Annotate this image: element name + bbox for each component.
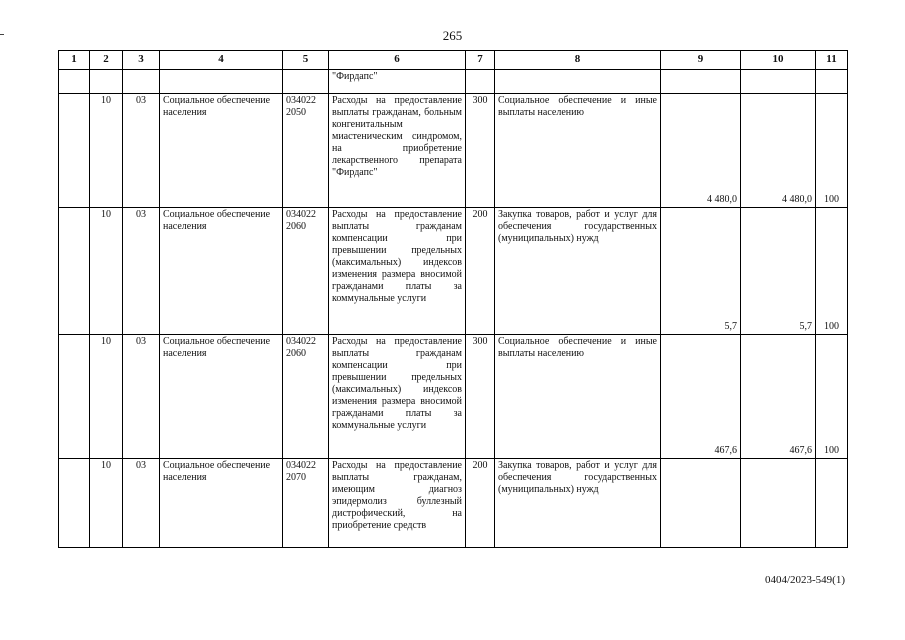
cell-subsection-name: Социальное обеспечение населения: [160, 335, 283, 459]
column-header: 1: [59, 51, 90, 70]
cell-col1: [59, 335, 90, 459]
cell-expense-type-code: [466, 70, 495, 94]
cell-section: 10: [90, 94, 123, 208]
header-row: [59, 51, 848, 70]
cell-subsection-name: [160, 70, 283, 94]
document-code: 0404/2023-549(1): [764, 574, 845, 586]
cell-expense-type-code: 200: [466, 459, 495, 548]
column-header: 8: [495, 51, 661, 70]
column-header: 11: [816, 51, 848, 70]
cell-subsection-name: Социальное обеспечение населения: [160, 208, 283, 335]
cell-section: [90, 70, 123, 94]
cell-target-code: 034022 2070: [283, 459, 329, 548]
cell-expense-type-name: Закупка товаров, работ и услуг для обеспечения государственных (муниципальных) нужд: [495, 459, 661, 548]
cell-expense-type-code: 300: [466, 94, 495, 208]
cell-amount-planned: [661, 459, 741, 548]
cell-section: 10: [90, 208, 123, 335]
page-number: 265: [442, 28, 463, 43]
cell-col1: [59, 459, 90, 548]
cell-amount-planned: 4 480,0: [661, 94, 741, 208]
cell-percent: 100: [816, 94, 848, 208]
cell-percent: [816, 459, 848, 548]
column-header: 4: [160, 51, 283, 70]
cell-amount-actual: 5,7: [741, 208, 816, 335]
cell-amount-actual: [741, 70, 816, 94]
cell-target-code: 034022 2050: [283, 94, 329, 208]
table-row: [59, 459, 848, 548]
cell-amount-planned: 5,7: [661, 208, 741, 335]
table-row: [59, 335, 848, 459]
column-header: 2: [90, 51, 123, 70]
column-header: 3: [123, 51, 160, 70]
cell-expense-type-code: 200: [466, 208, 495, 335]
cell-target-code: [283, 70, 329, 94]
cell-expense-name: Расходы на предоставление выплаты гражданам компенсации при превышении предельных (максимальных) индексов изменения размера вносимой гражданами платы за коммунальные услуги: [329, 208, 466, 335]
cell-section: 10: [90, 459, 123, 548]
table-row: [59, 208, 848, 335]
cell-col1: [59, 94, 90, 208]
cell-subsection-name: Социальное обеспечение населения: [160, 94, 283, 208]
column-header: 9: [661, 51, 741, 70]
cell-amount-actual: 4 480,0: [741, 94, 816, 208]
cell-percent: 100: [816, 335, 848, 459]
column-header: 7: [466, 51, 495, 70]
cell-expense-name: "Фирдапс": [329, 70, 466, 94]
table-row: [59, 70, 848, 94]
column-header: 6: [329, 51, 466, 70]
cell-subsection: [123, 70, 160, 94]
cell-subsection: 03: [123, 335, 160, 459]
cell-col1: [59, 208, 90, 335]
cell-expense-type-code: 300: [466, 335, 495, 459]
cell-percent: [816, 70, 848, 94]
cell-amount-actual: 467,6: [741, 335, 816, 459]
table-row: [59, 94, 848, 208]
cell-amount-planned: 467,6: [661, 335, 741, 459]
cell-expense-name: Расходы на предоставление выплаты гражданам компенсации при превышении предельных (максимальных) индексов изменения размера вносимой гражданами платы за коммунальные услуги: [329, 335, 466, 459]
cell-section: 10: [90, 335, 123, 459]
cell-percent: 100: [816, 208, 848, 335]
cell-subsection: 03: [123, 94, 160, 208]
cell-expense-name: Расходы на предоставление выплаты гражданам, больным конгенитальным миастеническим синдромом, на приобретение лекарственного препарата "Фирдапс": [329, 94, 466, 208]
cell-amount-actual: [741, 459, 816, 548]
cell-expense-type-name: Социальное обеспечение и иные выплаты населению: [495, 94, 661, 208]
column-header: 5: [283, 51, 329, 70]
cell-expense-type-name: [495, 70, 661, 94]
cell-subsection: 03: [123, 208, 160, 335]
cell-expense-type-name: Социальное обеспечение и иные выплаты населению: [495, 335, 661, 459]
cell-amount-planned: [661, 70, 741, 94]
cell-subsection: 03: [123, 459, 160, 548]
cell-subsection-name: Социальное обеспечение населения: [160, 459, 283, 548]
cell-expense-type-name: Закупка товаров, работ и услуг для обеспечения государственных (муниципальных) нужд: [495, 208, 661, 335]
column-header: 10: [741, 51, 816, 70]
cell-target-code: 034022 2060: [283, 335, 329, 459]
cell-target-code: 034022 2060: [283, 208, 329, 335]
budget-table: [58, 50, 848, 548]
cell-col1: [59, 70, 90, 94]
cell-expense-name: Расходы на предоставление выплаты гражданам, имеющим диагноз эпидермолиз буллезный дистрофический, на приобретение средств: [329, 459, 466, 548]
